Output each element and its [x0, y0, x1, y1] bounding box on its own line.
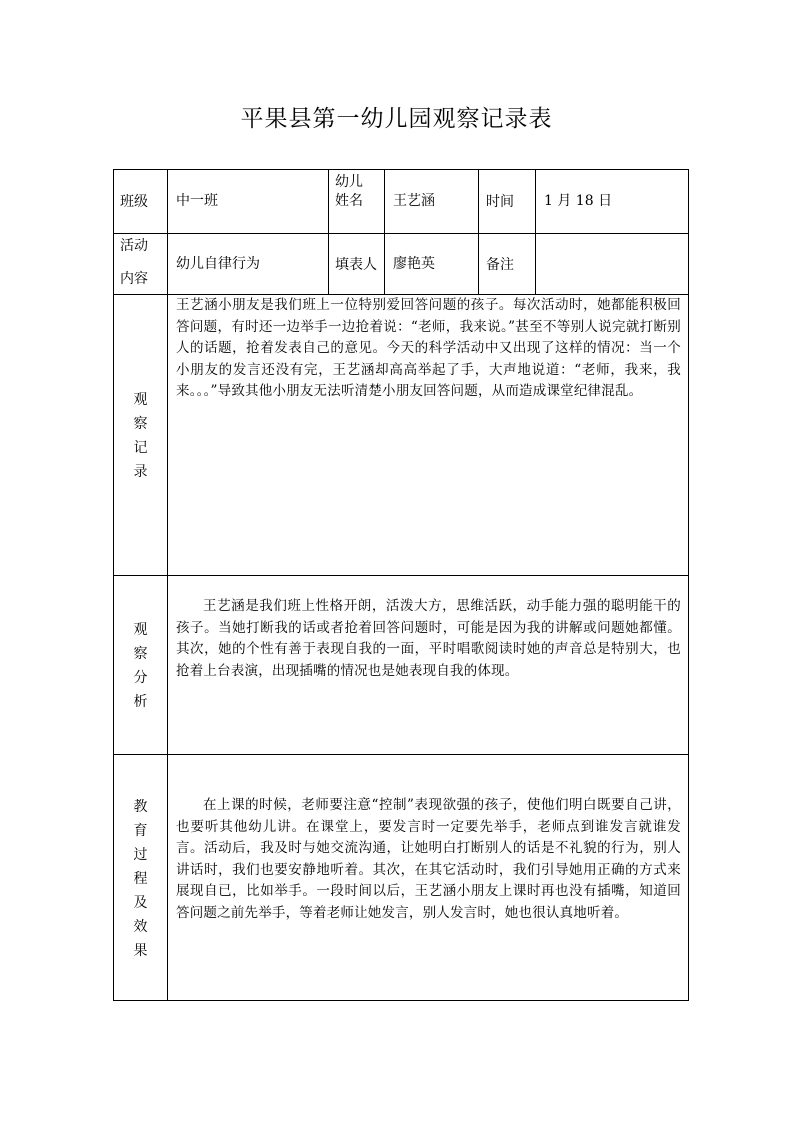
time-label: 时间 — [478, 169, 536, 234]
observation-text: 王艺涵小朋友是我们班上一位特别爱回答问题的孩子。每次活动时，她都能积极回答问题，有时还一边举手一边抢着说：“老师，我来说。”甚至不等别人说完就打断别人的话题，抢着发表自己的意见。今天的科学活动中又出现了这样的情况：当一个小朋友的发言还没有完，王艺涵却高高举起了手，大声地说道：“老师，我来，我来。。。”导致其他小朋友无法听清楚小朋友回答问题，从而造成课堂纪律混乱。 — [167, 294, 689, 576]
observation-label — [113, 294, 168, 576]
activity-label-line2: 内容 — [120, 270, 148, 286]
education-text: 在上课的时候，老师要注意“控制”表现欲强的孩子，使他们明白既要自己讲，也要听其他幼儿讲。在课堂上，要发言时一定要先举手，老师点到谁发言就谁发言。活动后，我及时与她交流沟通，让她明白打断别人的话是不礼貌的行为，别人讲话时，我们也要安静地听着。其次，在其它活动时，我们引导她用正确的方式来展现自已，比如举手。一段时间以后，王艺涵小朋友上课时再也没有插嘴，知道回答问题之前先举手，等着老师让她发言，别人发言时，她也很认真地听着。 — [167, 754, 689, 1001]
analysis-text: 王艺涵是我们班上性格开朗，活泼大方，思维活跃，动手能力强的聪明能干的孩子。当她打断我的话或者抢着回答问题时，可能是因为我的讲解或问题她都懂。其次，她的个性有善于表现自我的一面，平时唱歌阅读时她的声音总是特别大，也抢着上台表演，出现插嘴的情况也是她表现自我的体现。 — [167, 575, 689, 755]
activity-value: 幼儿自律行为 — [167, 233, 329, 295]
observation-label-char: 观 — [133, 391, 148, 407]
education-label-char: 过 — [133, 845, 148, 862]
education-label-char: 育 — [133, 821, 148, 838]
child-name-label — [328, 169, 385, 234]
remark-label: 备注 — [478, 233, 536, 295]
child-name-value: 王艺涵 — [384, 169, 479, 234]
observation-table — [113, 169, 689, 1001]
analysis-label-char: 观 — [133, 621, 148, 637]
page-title: 平果县第一幼儿园观察记录表 — [240, 106, 553, 132]
education-label-char: 程 — [133, 869, 148, 886]
activity-label — [113, 233, 168, 295]
analysis-label-char: 察 — [133, 645, 148, 661]
education-label-char: 及 — [133, 893, 148, 910]
education-label-char: 教 — [133, 797, 148, 814]
child-name-label-line2: 姓名 — [335, 192, 363, 208]
education-label-char: 效 — [133, 917, 148, 934]
analysis-label — [113, 575, 168, 755]
observation-label-char: 记 — [133, 439, 148, 455]
analysis-label-char: 分 — [133, 669, 148, 685]
observation-label-char: 察 — [133, 415, 148, 431]
activity-label-line1: 活动 — [120, 237, 148, 253]
analysis-label-char: 析 — [133, 693, 148, 709]
education-label — [113, 754, 168, 1001]
time-value: 1 月 18 日 — [535, 169, 689, 234]
filler-label: 填表人 — [328, 233, 385, 295]
education-label-char: 果 — [133, 941, 148, 958]
observation-label-char: 录 — [133, 463, 148, 479]
child-name-label-line1: 幼儿 — [335, 173, 363, 189]
class-value: 中一班 — [167, 169, 329, 234]
class-label: 班级 — [113, 169, 168, 234]
filler-value: 廖艳英 — [384, 233, 479, 295]
remark-value — [535, 233, 689, 295]
